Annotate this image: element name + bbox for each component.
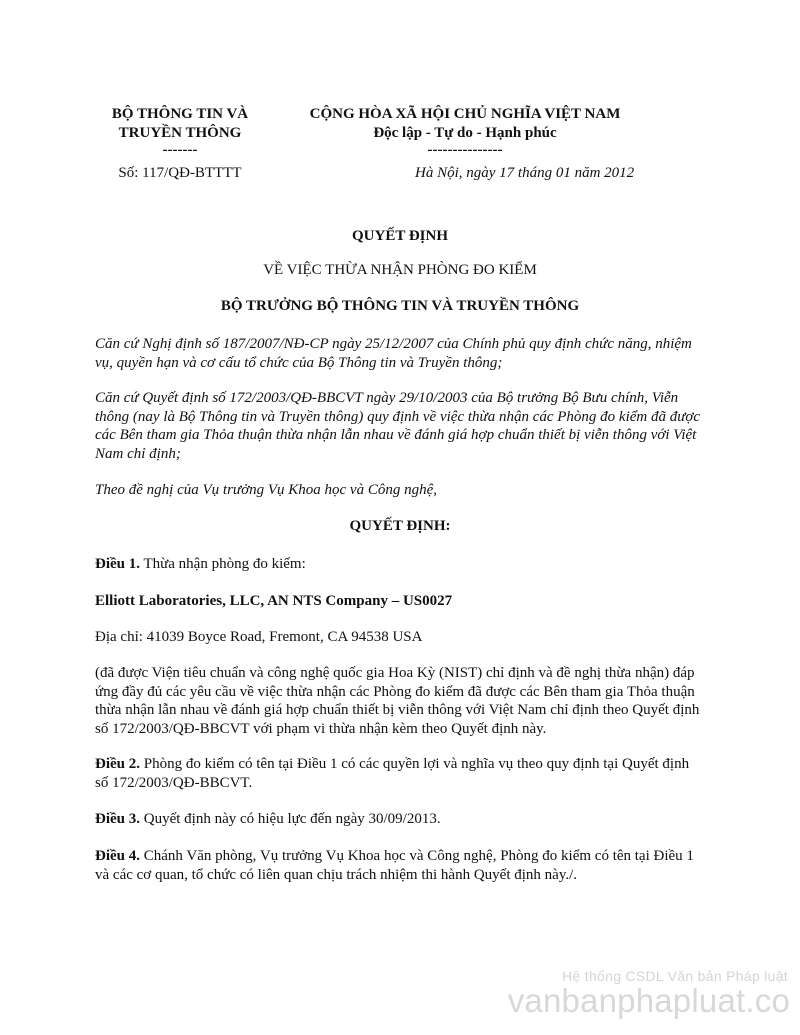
ministry-divider: ------- bbox=[162, 142, 198, 158]
motto-divider: --------------- bbox=[427, 142, 503, 158]
national-title bbox=[285, 105, 645, 157]
preamble-3: Theo đề nghị của Vụ trưởng Vụ Khoa học và Công nghệ, bbox=[95, 482, 437, 498]
document-number: Số: 117/QĐ-BTTTT bbox=[118, 165, 242, 181]
article-1 bbox=[95, 555, 705, 574]
ministry-name bbox=[95, 105, 265, 157]
issuing-authority: BỘ TRƯỞNG BỘ THÔNG TIN VÀ TRUYỀN THÔNG bbox=[220, 298, 580, 314]
article-2 bbox=[95, 755, 705, 792]
place-date: Hà Nội, ngày 17 tháng 01 năm 2012 bbox=[415, 165, 635, 181]
recognition-note: (đã được Viện tiêu chuẩn và công nghệ quốc gia Hoa Kỳ (NIST) chỉ định và đề nghị thừa nhận) đáp ứng đầy đủ các yêu cầu về việc thừa nhận các Phòng đo kiểm đã được các Bên tham gia Thỏa thuận thừa nhận lẫn nhau về đánh giá hợp chuẩn thiết bị viễn thông với Việt Nam chỉ định theo Quyết định số 172/2003/QĐ-BBCVT với phạm vi thừa nhận kèm theo Quyết định này. bbox=[95, 665, 700, 737]
document-title: QUYẾT ĐỊNH bbox=[352, 228, 448, 244]
article-3-label: Điều 3. bbox=[95, 811, 140, 827]
article-3-text: Quyết định này có hiệu lực đến ngày 30/09/2013. bbox=[140, 811, 441, 827]
article-1-label: Điều 1. bbox=[95, 556, 140, 572]
preamble-1: Căn cứ Nghị định số 187/2007/NĐ-CP ngày 25/12/2007 của Chính phủ quy định chức năng, nhiệm vụ, quyền hạn và cơ cấu tổ chức của Bộ Thông tin và Truyền thông; bbox=[95, 336, 692, 371]
watermark-site: vanbanphapluat.co bbox=[507, 982, 790, 1019]
article-2-text: Phòng đo kiểm có tên tại Điều 1 có các quyền lợi và nghĩa vụ theo quy định tại Quyết định số 172/2003/QĐ-BBCVT. bbox=[95, 756, 690, 791]
motto: Độc lập - Tự do - Hạnh phúc bbox=[373, 125, 557, 141]
laboratory-name: Elliott Laboratories, LLC, AN NTS Company – US0027 bbox=[95, 593, 453, 609]
article-4 bbox=[95, 847, 705, 884]
country-name: CỘNG HÒA XÃ HỘI CHỦ NGHĨA VIỆT NAM bbox=[309, 106, 621, 122]
article-4-text: Chánh Văn phòng, Vụ trưởng Vụ Khoa học và Công nghệ, Phòng đo kiểm có tên tại Điều 1 và các cơ quan, tổ chức có liên quan chịu trách nhiệm thi hành Quyết định này./. bbox=[95, 848, 694, 883]
document-subtitle: VỀ VIỆC THỪA NHẬN PHÒNG ĐO KIỂM bbox=[263, 262, 537, 278]
article-3 bbox=[95, 810, 705, 829]
ministry-line-2: TRUYỀN THÔNG bbox=[118, 125, 242, 141]
watermark-caption: Hệ thống CSDL Văn bản Pháp luật bbox=[562, 968, 788, 984]
article-2-label: Điều 2. bbox=[95, 756, 140, 772]
article-4-label: Điều 4. bbox=[95, 848, 140, 864]
decision-heading: QUYẾT ĐỊNH: bbox=[349, 518, 451, 534]
article-1-text: Thừa nhận phòng đo kiểm: bbox=[140, 556, 306, 572]
ministry-line-1: BỘ THÔNG TIN VÀ bbox=[111, 106, 249, 122]
preamble-2: Căn cứ Quyết định số 172/2003/QĐ-BBCVT ngày 29/10/2003 của Bộ trưởng Bộ Bưu chính, Viễn thông (nay là Bộ Thông tin và Truyền thông) quy định về việc thừa nhận các Phòng đo kiểm đã được các Bên tham gia Thỏa thuận thừa nhận lẫn nhau về đánh giá hợp chuẩn thiết bị viễn thông với Việt Nam chỉ định; bbox=[95, 390, 701, 462]
laboratory-address: Địa chỉ: 41039 Boyce Road, Fremont, CA 94538 USA bbox=[95, 629, 423, 645]
